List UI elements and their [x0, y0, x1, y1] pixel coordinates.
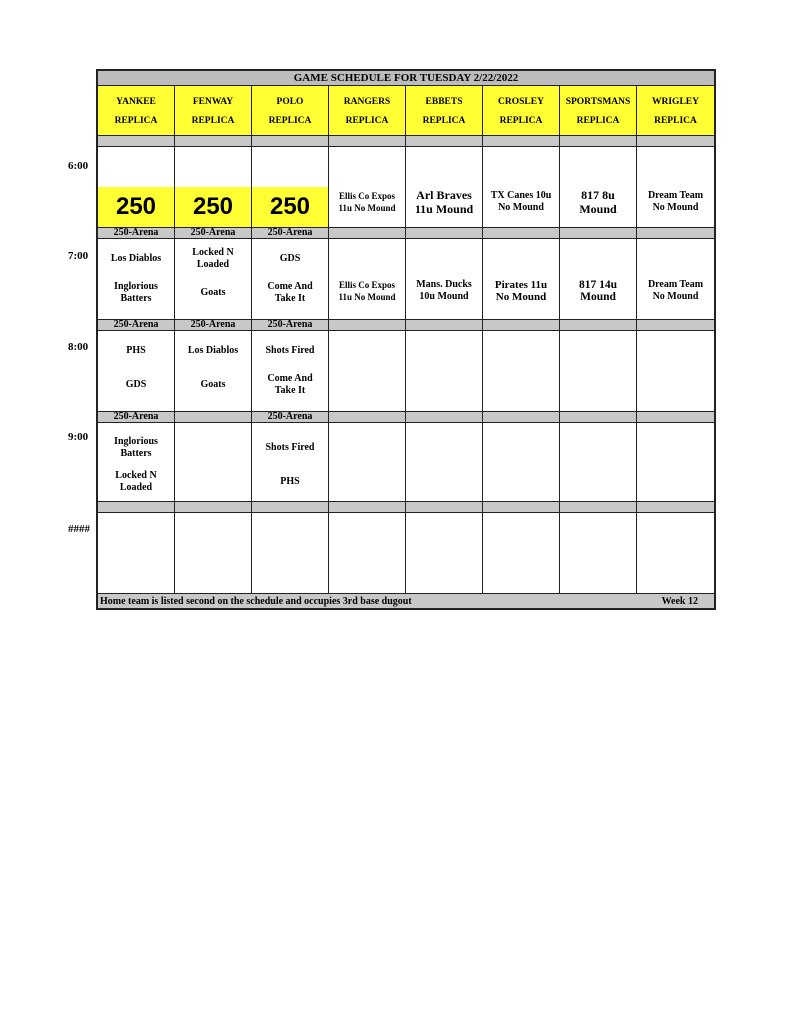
- schedule-title: GAME SCHEDULE FOR TUESDAY 2/22/2022: [98, 71, 714, 86]
- schedule-sheet: [96, 69, 716, 610]
- field-header-ebbets: EBBETS REPLICA: [406, 86, 483, 135]
- cell-yankee-800: PHS GDS: [98, 331, 175, 411]
- arena-bar-2: [98, 320, 714, 331]
- cell-yankee-600: 250: [98, 147, 175, 227]
- cell-fenway-800: Los Diablos Goats: [175, 331, 252, 411]
- field-header-wrigley: WRIGLEY REPLICA: [637, 86, 714, 135]
- arena-label: 250-Arena: [98, 412, 175, 422]
- cell-sportsmans-600: 817 8u Mound: [560, 147, 637, 227]
- field-header-polo: POLO REPLICA: [252, 86, 329, 135]
- arena-label: 250-Arena: [98, 320, 175, 330]
- footer-row: [98, 594, 714, 608]
- field-header-row: [98, 86, 714, 136]
- cell-fenway-600: 250: [175, 147, 252, 227]
- time-label-800: 8:00: [68, 341, 89, 353]
- arena-label: 250-Arena: [175, 228, 252, 238]
- cell-yankee-900: Inglorious Batters Locked N Loaded: [98, 423, 175, 501]
- cell-polo-800: Shots Fired Come And Take It: [252, 331, 329, 411]
- cell-rangers-700: Ellis Co Expos 11u No Mound: [329, 239, 406, 319]
- arena-label: 250-Arena: [98, 228, 175, 238]
- arena-label: 250-Arena: [175, 320, 252, 330]
- cell-polo-600: 250: [252, 147, 329, 227]
- time-label-overflow: ####: [68, 523, 90, 535]
- arena-label: 250-Arena: [252, 412, 329, 422]
- cell-crosley-600: TX Canes 10u No Mound: [483, 147, 560, 227]
- arena-label: 250-Arena: [252, 228, 329, 238]
- field-header-fenway: FENWAY REPLICA: [175, 86, 252, 135]
- cell-rangers-600: Ellis Co Expos 11u No Mound: [329, 147, 406, 227]
- cell-sportsmans-700: 817 14u Mound: [560, 239, 637, 319]
- time-label-700: 7:00: [68, 250, 89, 262]
- cell-ebbets-600: Arl Braves 11u Mound: [406, 147, 483, 227]
- cell-yankee-700: Los Diablos Inglorious Batters: [98, 239, 175, 319]
- arena-bar-3: [98, 412, 714, 423]
- arena-label: [175, 412, 252, 422]
- spacer-row-2: [98, 502, 714, 513]
- slot-700: [98, 239, 714, 320]
- field-header-crosley: CROSLEY REPLICA: [483, 86, 560, 135]
- slot-900: [98, 423, 714, 502]
- cell-wrigley-600: Dream Team No Mound: [647, 190, 704, 213]
- field-header-rangers: RANGERS REPLICA: [329, 86, 406, 135]
- time-label-600: 6:00: [68, 160, 89, 172]
- arena-label: 250-Arena: [252, 320, 329, 330]
- field-header-yankee: YANKEE REPLICA: [98, 86, 175, 135]
- slot-800: [98, 331, 714, 412]
- slot-600: [98, 147, 714, 228]
- cell-wrigley-700: Dream Team No Mound: [647, 279, 704, 302]
- field-header-sportsmans: SPORTSMANS REPLICA: [560, 86, 637, 135]
- week-label: Week 12: [661, 595, 698, 607]
- cell-fenway-700: Locked N Loaded Goats: [175, 239, 252, 319]
- cell-polo-700: GDS Come And Take It: [252, 239, 329, 319]
- slot-overflow: [98, 513, 714, 594]
- spacer-row: [98, 136, 714, 147]
- cell-ebbets-700: Mans. Ducks 10u Mound: [406, 239, 483, 319]
- cell-polo-900: Shots Fired PHS: [252, 423, 329, 501]
- time-label-900: 9:00: [68, 431, 89, 443]
- cell-fenway-900: [175, 423, 252, 501]
- arena-bar-1: [98, 228, 714, 239]
- cell-crosley-700: Pirates 11u No Mound: [483, 239, 560, 319]
- footer-note: Home team is listed second on the schedule and occupies 3rd base dugout: [100, 595, 412, 607]
